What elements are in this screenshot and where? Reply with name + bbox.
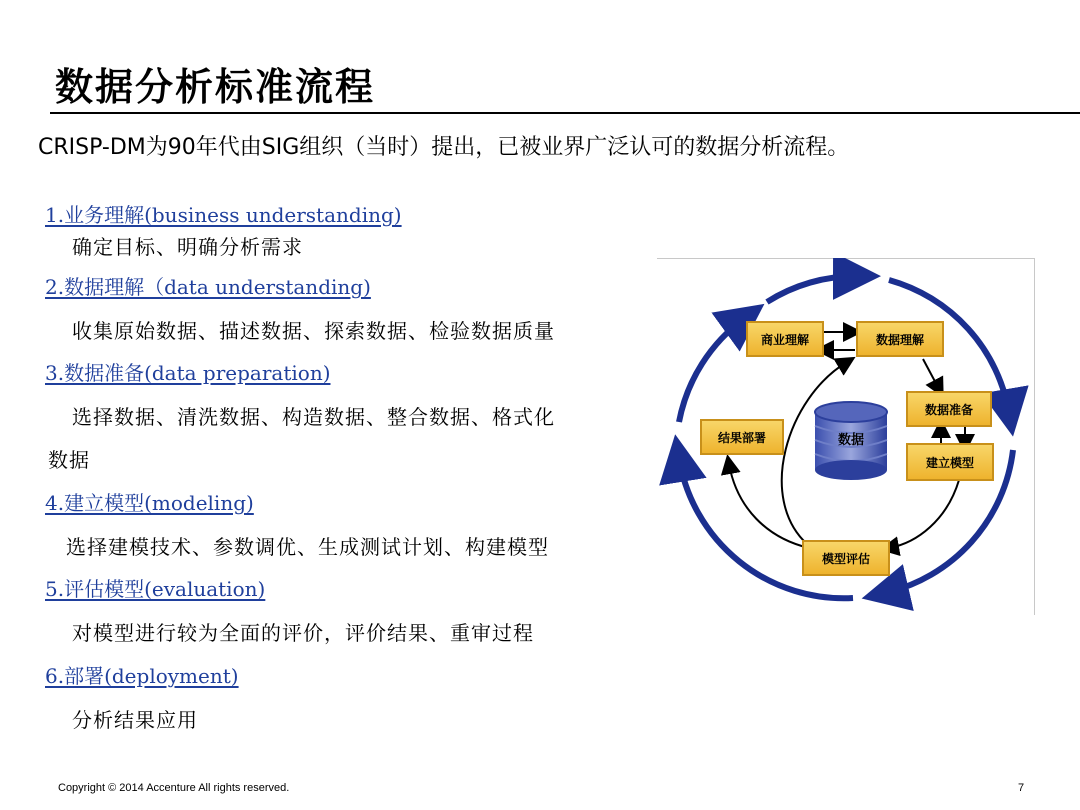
step-3-description: 选择数据、清洗数据、构造数据、整合数据、格式化 [72, 405, 555, 429]
step-6-description: 分析结果应用 [72, 708, 198, 732]
crisp-dm-diagram [657, 258, 1035, 615]
step-5-heading[interactable]: 5.评估模型(evaluation) [45, 577, 266, 601]
page-number: 7 [1018, 782, 1025, 794]
box-modeling-label: 建立模型 [925, 456, 975, 470]
step-3-heading[interactable]: 3.数据准备(data preparation) [45, 361, 331, 385]
box-data-prep-label: 数据准备 [924, 403, 974, 417]
page-title: 数据分析标准流程 [55, 65, 376, 109]
box-business-label: 商业理解 [760, 333, 810, 347]
step-4-heading[interactable]: 4.建立模型(modeling) [45, 491, 254, 515]
box-evaluation-label: 模型评估 [821, 552, 871, 566]
cylinder-label: 数据 [837, 433, 865, 448]
step-1-description: 确定目标、明确分析需求 [72, 235, 303, 259]
step-3-description-cont: 数据 [48, 448, 90, 472]
step-2-description: 收集原始数据、描述数据、探索数据、检验数据质量 [72, 319, 555, 343]
step-6-heading[interactable]: 6.部署(deployment) [45, 664, 239, 688]
title-divider [50, 112, 1080, 114]
box-data-understanding-label: 数据理解 [875, 333, 925, 347]
step-5-description: 对模型进行较为全面的评价，评价结果、重审过程 [72, 621, 534, 645]
step-4-description: 选择建模技术、参数调优、生成测试计划、构建模型 [66, 535, 549, 559]
box-deployment-label: 结果部署 [717, 431, 767, 445]
step-1-heading[interactable]: 1.业务理解(business understanding) [45, 203, 402, 227]
step-2-heading[interactable]: 2.数据理解（data understanding) [45, 275, 371, 299]
page-subtitle: CRISP-DM为90年代由SIG组织（当时）提出，已被业界广泛认可的数据分析流程。 [38, 135, 850, 160]
footer-copyright: Copyright © 2014 Accenture All rights reserved. [58, 782, 290, 794]
